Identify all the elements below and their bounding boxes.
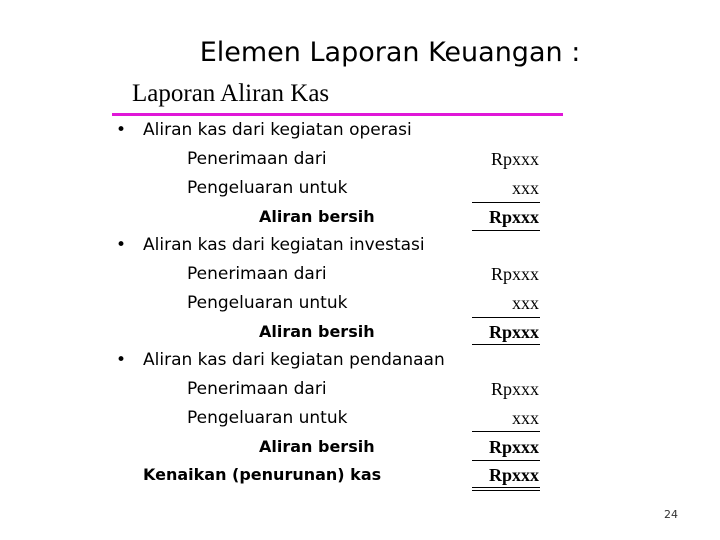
receipts-label: Penerimaan dari (187, 149, 327, 169)
receipts-amount: Rpxxx (490, 149, 539, 169)
net-amount: Rpxxx (488, 207, 539, 227)
section-heading-pendanaan (116, 349, 445, 371)
subtotal-rule (472, 317, 540, 318)
net-label: Aliran bersih (259, 437, 375, 456)
payments-amount: xxx (512, 178, 539, 198)
section-heading-text: Aliran kas dari kegiatan pendanaan (143, 350, 445, 370)
net-amount: Rpxxx (488, 437, 539, 457)
receipts-label: Penerimaan dari (187, 379, 327, 399)
payments-label: Pengeluaran untuk (187, 408, 348, 428)
section-heading-investasi (116, 234, 425, 256)
bullet-icon: • (116, 120, 127, 140)
receipts-label: Penerimaan dari (187, 264, 327, 284)
section-heading-text: Aliran kas dari kegiatan operasi (143, 120, 412, 140)
payments-amount: xxx (512, 293, 539, 313)
section-heading-operasi (116, 119, 412, 141)
total-double-underline-bottom (472, 490, 540, 491)
net-underline (472, 230, 540, 231)
total-label: Kenaikan (penurunan) kas (143, 465, 382, 484)
receipts-amount: Rpxxx (490, 264, 539, 284)
subtotal-rule (472, 202, 540, 203)
net-underline (472, 460, 540, 461)
total-double-underline-top (472, 487, 540, 488)
net-amount: Rpxxx (488, 322, 539, 342)
subtotal-rule (472, 431, 540, 432)
receipts-amount: Rpxxx (490, 379, 539, 399)
payments-label: Pengeluaran untuk (187, 178, 348, 198)
bullet-icon: • (116, 235, 127, 255)
net-underline (472, 344, 540, 345)
accent-rule (112, 113, 563, 116)
page-number: 24 (664, 508, 678, 521)
bullet-icon: • (116, 350, 127, 370)
slide-subtitle: Laporan Aliran Kas (132, 80, 330, 107)
payments-label: Pengeluaran untuk (187, 293, 348, 313)
total-amount: Rpxxx (488, 465, 539, 485)
net-label: Aliran bersih (259, 207, 375, 226)
section-heading-text: Aliran kas dari kegiatan investasi (143, 235, 425, 255)
net-label: Aliran bersih (259, 322, 375, 341)
slide-title: Elemen Laporan Keuangan : (199, 37, 581, 68)
payments-amount: xxx (512, 408, 539, 428)
